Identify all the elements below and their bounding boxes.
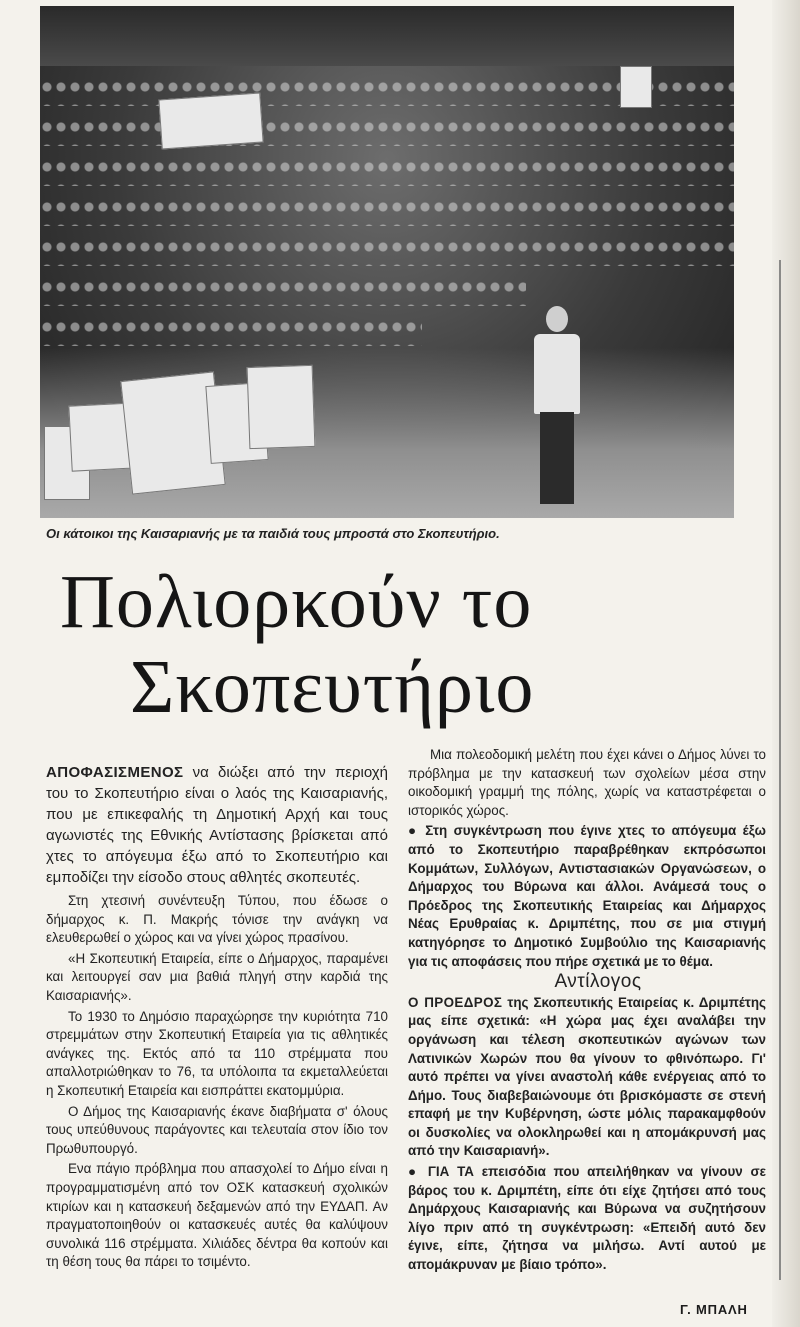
article-column-right [408,746,766,1277]
protest-sign [247,365,316,449]
lead-caps: ΑΠΟΦΑΣΙΣΜΕΝΟΣ [46,764,184,781]
subsection-lead [408,994,766,1161]
headline-line-2: Σκοπευτήριο [130,645,535,730]
photo-caption: Οι κάτοικοι της Καισαριανής με τα παιδιά τους μπροστά στο Σκοπευτήριο. [46,526,500,541]
paragraph: «Η Σκοπευτική Εταιρεία, είπε ο Δήμαρχος, παραμένει και λειτουργεί σαν μια βαθιά πληγή στην καρδιά της Καισαριανής». [46,950,388,1003]
bullet-paragraph: ● ΓΙΑ ΤΑ επεισόδια που απειλήθηκαν να γίνουν σε βάρος του κ. Δριμπέτη, είπε ότι είχε ζητήσει από τους Δημάρχους Καισαριανής και Βύρωνα να συζητήσουν λίγο πριν από τη συγκέντρωση: «Επειδή αυτό δεν έγινε, είπε, ζήτησα να μιλήσω. Αντί αυτού με απομάκρυναν με βίαιο τρόπο». [408,1164,766,1273]
protest-banner [158,93,263,150]
news-photo [40,6,734,518]
trees-backdrop [40,6,734,66]
article-column-left [46,762,388,1274]
subsection-text: της Σκοπευτικής Εταιρείας κ. Δριμπέτης μας είπε σχετικά: «Η χώρα μας έχει αναλάβει την οργάνωση και τέλεση σκοπευτικών αγώνων των Λατινικών Χωρών που θα γίνουν το φθινόπωρο. Γι' αυτό πρέπει να γίνει αναστολή κάθε ενέργειας από το Δήμο. Τους διαβεβαιώνουμε ότι βρισκόμαστε σε στενή επαφή με την Κυβέρνηση, ώστε μόλις παρακαμφθούν οι δυσκολίες να ολοκληρωθεί και η απομάκρυνσή μας από την Καισαριανή». [408,994,767,1159]
standing-man [528,306,586,506]
crowd-band [40,116,734,146]
crowd-band [40,156,734,186]
paragraph: Στη χτεσινή συνέντευξη Τύπου, που έδωσε ο δήμαρχος κ. Π. Μακρής τόνισε την ανάγκη να ελευθερωθεί ο χώρος και να γίνει χώρος πρασίνου. [46,893,388,946]
paragraph: Μια πολεοδομική μελέτη που έχει κάνει ο Δήμος λύνει το πρόβλημα με την κατασκευή των σχολείων μέσα στην οικοδομική γραμμή της πόλης, χωρίς να καταστρέφεται ο ιστορικός χώρος. [408,747,766,818]
crowd-band [40,196,734,226]
paragraph: Το 1930 το Δημόσιο παραχώρησε την κυριότητα 710 στρεμμάτων στην Σκοπευτική Εταιρεία για τις αθλητικές ανάγκες της. Εκτός από τα 110 στρέμματα που απαλλοτριώθηκαν το 76, τα υπόλοιπα τα εκμεταλλεύεται η Σκοπευτική Εταιρεία και εισπράττει εκατομμύρια. [46,1008,388,1098]
crowd-band [40,316,422,346]
bullet-paragraph: ● Στη συγκέντρωση που έγινε χτες το απόγευμα έξω από το Σκοπευτήριο παραβρέθηκαν εκπρόσωποι Κομμάτων, Συλλόγων, Αντιστασιακών Οργανώσεων, ο Δήμαρχος του Βύρωνα και άλλοι. Ανάμεσά τους ο Πρόεδρος της Σκοπευτικής Εταιρείας και Δήμαρχος Νέας Ερυθραίας κ. Δριμπέτης, που σε μια στιγμή κατηγόρησε το Δημοτικό Συμβούλιο της Καισαριανής για τις αποφάσεις που πήρε σχετικά με το θέμα. [408,823,766,969]
paragraph: Ο Δήμος της Καισαριανής έκανε διαβήματα σ' όλους τους υπεύθυνους παράγοντες και τελευταία στον ίδιο τον Πρωθυπουργό. [46,1103,388,1156]
byline: Γ. ΜΠΑΛΗ [680,1302,748,1317]
headline-line-1: Πολιορκούν το [60,560,533,644]
crowd-band [40,276,526,306]
lead-paragraph [46,762,388,888]
paragraph: Ενα πάγιο πρόβλημα που απασχολεί το Δήμο είναι η προγραμματισμένη από τον ΟΣΚ κατασκευή σχολικών κτιρίων και η κατασκευή δεξαμενών από την ΕΥΔΑΠ. Αν πραγματοποιηθούν οι κατασκευές αυτές θα καλύψουν συνολικά 116 στρέμματα. Χιλιάδες δέντρα θα κοπούν και τη θέση τους θα πάρει το τσιμέντο. [46,1161,388,1270]
column-rule [779,260,781,1280]
subheading: Αντίλογος [554,971,642,993]
headline [60,560,780,730]
lead-text: να διώξει από την περιοχή του το Σκοπευτήριο είναι ο λαός της Καισαριανής, που με επικεφαλής τη Δημοτική Αρχή και τους αγωνιστές της Εθνικής Αντίστασης βρίσκεται από χτες το απόγευμα έξω από το Σκοπευτήριο και εμποδίζει την είσοδο στους αθλητές σκοπευτές. [46,764,388,886]
protest-sign [620,66,652,108]
crowd-band [40,236,734,266]
subsection-caps: Ο ΠΡΟΕΔΡΟΣ [408,994,503,1010]
